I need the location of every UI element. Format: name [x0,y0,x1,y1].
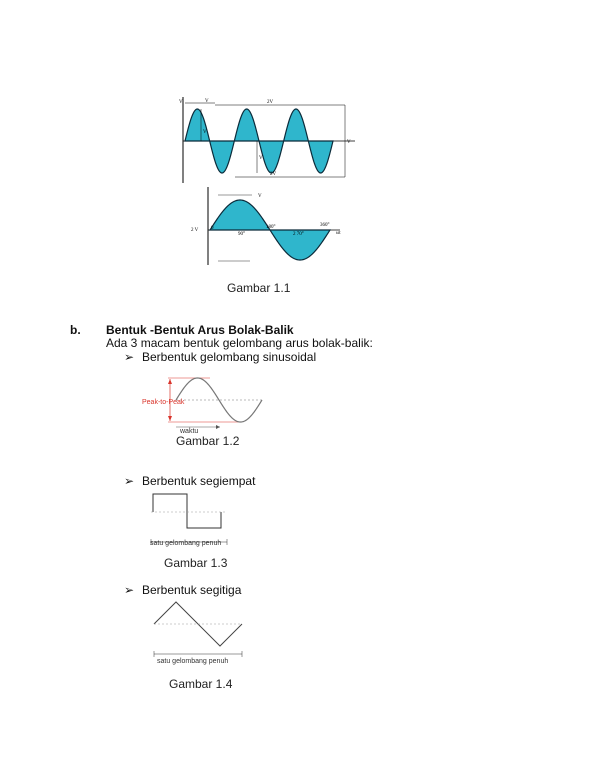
section-heading: Bentuk -Bentuk Arus Bolak-Balik [106,323,294,337]
top-wave-label-2: V [205,99,209,104]
square-period-label: satu gelombang penuh [150,540,222,547]
bullet-icon: ➢ [124,350,135,364]
item-triangle-label: Berbentuk segitiga [142,583,242,597]
bottom-wave-360-label: 360° [320,223,330,228]
figure-1-4-caption: Gambar 1.4 [169,677,233,691]
bottom-wave-wt-label: ωt [336,231,341,236]
top-wave-label-6: 2V [270,172,277,177]
top-wave-label-4: V [203,130,207,135]
bullet-icon: ➢ [124,474,135,488]
bullet-icon: ➢ [124,583,135,597]
bottom-wave-270-label: 2 70° [293,232,304,237]
section-intro: Ada 3 macam bentuk gelombang arus bolak-balik: [106,336,373,350]
bottom-wave-vm-label: V [258,194,262,199]
bottom-wave-2v-label: 2 V [191,228,199,233]
peak-to-peak-label: Peak-to-Peak [142,399,185,406]
top-wave-label-1: V [179,100,183,105]
item-sinusoidal-label: Berbentuk gelombang sinusoidal [142,350,317,364]
figure-1-1-bottom-wave [190,185,350,267]
top-wave-label-7: V [347,140,351,145]
top-wave-label-3: 2V [267,100,274,105]
top-wave-label-5: V [259,156,263,161]
bottom-wave-90-label: 90° [238,232,245,237]
triangle-period-label: satu gelombang penuh [157,658,229,665]
figure-1-1-top-wave [175,95,360,185]
section-letter: b. [70,323,81,337]
figure-1-3-caption: Gambar 1.3 [164,556,228,570]
figure-1-1-caption: Gambar 1.1 [227,281,291,295]
figure-1-2-caption: Gambar 1.2 [176,434,240,448]
item-square-label: Berbentuk segiempat [142,474,256,488]
bottom-wave-origin-label: 0 [211,226,214,231]
waktu-label: waktu [180,428,199,435]
bottom-wave-180-label: 180° [266,225,276,230]
